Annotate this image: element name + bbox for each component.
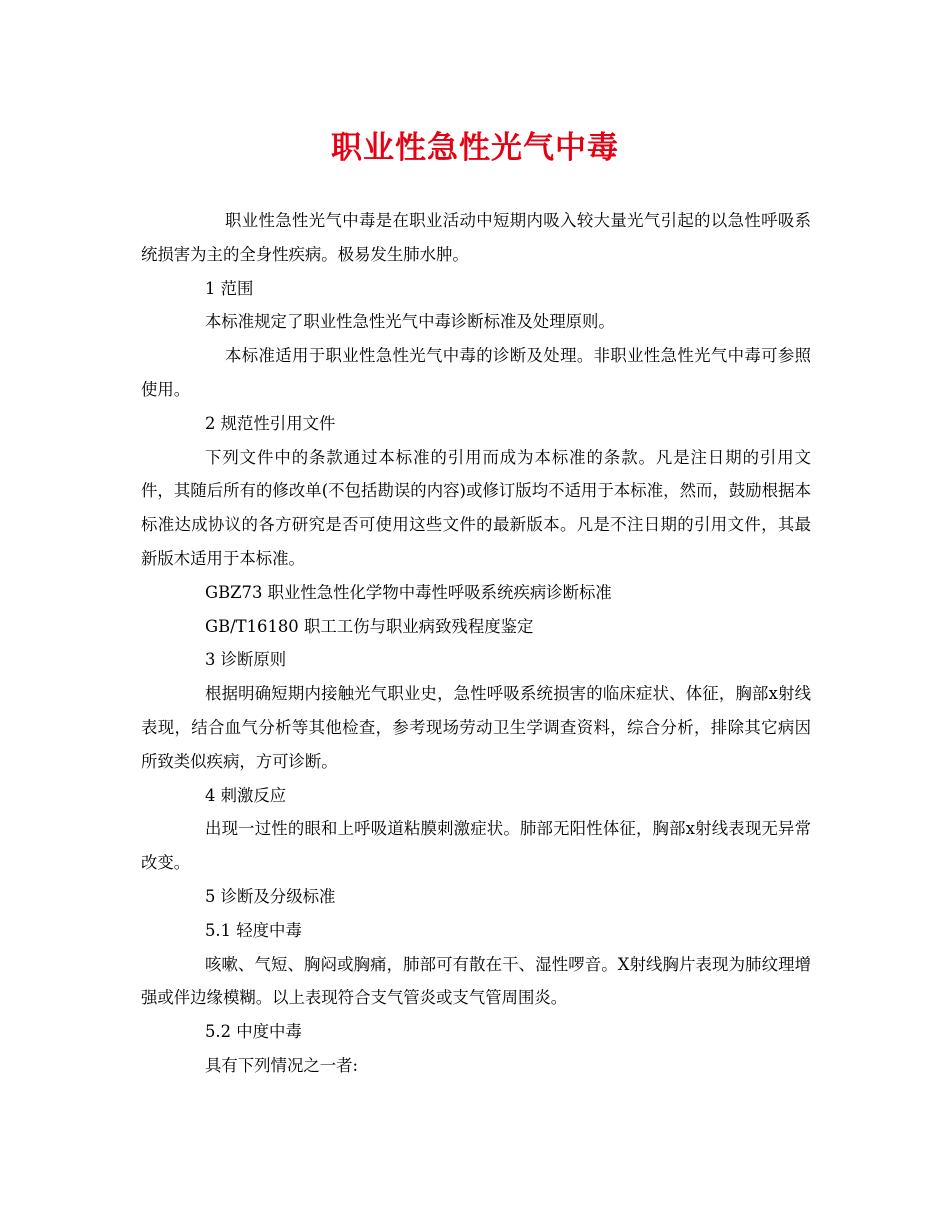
section-heading-irritation: 4 刺激反应 xyxy=(205,785,287,805)
reference-item: GB/T16180 职工工伤与职业病致残程度鉴定 xyxy=(205,616,534,636)
scope-paragraph: 本标准规定了职业性急性光气中毒诊断标准及处理原则。 xyxy=(205,312,615,332)
irritation-paragraph: 出现一过性的眼和上呼吸道粘膜刺激症状。肺部无阳性体征，胸部x射线表现无异常改变。 xyxy=(141,819,811,873)
document-body xyxy=(141,204,811,1083)
section-heading-scope: 1 范围 xyxy=(205,278,254,298)
subsection-heading-mild: 5.1 轻度中毒 xyxy=(205,920,302,940)
scope-applicability-paragraph: 本标准适用于职业性急性光气中毒的诊断及处理。非职业性急性光气中毒可参照使用。 xyxy=(141,346,811,399)
diagnosis-principle-paragraph: 根据明确短期内接触光气职业史，急性呼吸系统损害的临床症状、体征，胸部x射线表现，结合血气分析等其他检查，参考现场劳动卫生学调查资料，综合分析，排除其它病因所致类似疾病，方可诊断。 xyxy=(141,684,811,771)
subsection-heading-moderate: 5.2 中度中毒 xyxy=(205,1022,302,1042)
intro-paragraph: 职业性急性光气中毒是在职业活动中短期内吸入较大量光气引起的以急性呼吸系统损害为主的全身性疾病。极易发生肺水肿。 xyxy=(141,211,811,264)
reference-item: GBZ73 职业性急性化学物中毒性呼吸系统疾病诊断标准 xyxy=(205,582,612,602)
document-title: 职业性急性光气中毒 xyxy=(331,130,619,166)
references-paragraph: 下列文件中的条款通过本标准的引用而成为本标准的条款。凡是注日期的引用文件，其随后所有的修改单(不包括勘误的内容)或修订版均不适用于本标准，然而，鼓励根据本标准达成协议的各方研究是否可使用这些文件的最新版本。凡是不注日期的引用文件，其最新版木适用于本标准。 xyxy=(141,447,811,568)
section-heading-diagnosis-principle: 3 诊断原则 xyxy=(205,650,287,670)
section-heading-grading: 5 诊断及分级标准 xyxy=(205,886,336,906)
mild-poisoning-paragraph: 咳嗽、气短、胸闷或胸痛，肺部可有散在干、湿性啰音。X射线胸片表现为肺纹理增强或伴边缘模糊。以上表现符合支气管炎或支气管周围炎。 xyxy=(141,954,811,1008)
section-heading-references: 2 规范性引用文件 xyxy=(205,413,336,433)
moderate-poisoning-paragraph: 具有下列情况之一者: xyxy=(205,1055,359,1075)
